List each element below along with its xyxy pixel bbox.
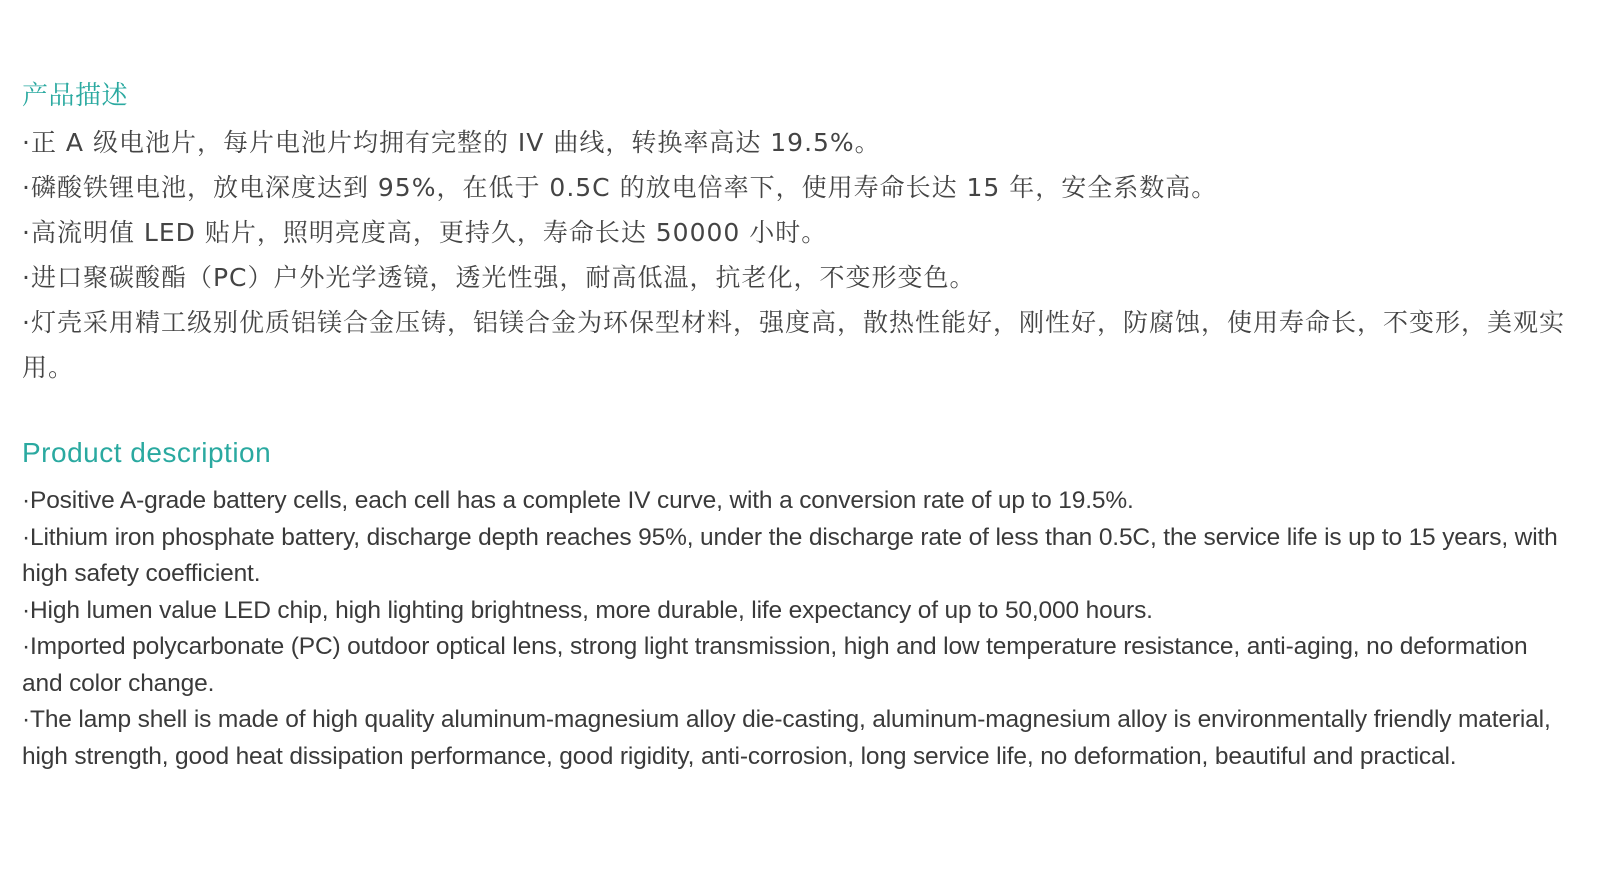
english-feature-item: ·Positive A-grade battery cells, each cell has a complete IV curve, with a conversion rate of up to 19.5%. <box>22 487 1134 514</box>
english-feature-item: ·Imported polycarbonate (PC) outdoor optical lens, strong light transmission, high and low temperature resistance, anti-aging, no deformation and color change. <box>22 633 1528 697</box>
english-feature-item: ·High lumen value LED chip, high lighting brightness, more durable, life expectancy of up to 50,000 hours. <box>22 596 1153 624</box>
chinese-feature-item: ·进口聚碳酸酯（PC）户外光学透镜，透光性强，耐高低温，抗老化，不变形变色。 <box>22 263 976 292</box>
english-feature-list <box>22 483 1567 775</box>
chinese-feature-item: ·磷酸铁锂电池，放电深度达到 95%，在低于 0.5C 的放电倍率下，使用寿命长达 15 年，安全系数高。 <box>22 173 1218 202</box>
english-feature-item: ·Lithium iron phosphate battery, discharge depth reaches 95%, under the discharge rate of less than 0.5C, the service life is up to 15 years, with high safety coefficient. <box>22 523 1558 587</box>
english-section-title: Product description <box>22 437 272 468</box>
chinese-section-title: 产品描述 <box>22 80 129 110</box>
chinese-feature-item: ·高流明值 LED 贴片，照明亮度高，更持久，寿命长达 50000 小时。 <box>22 218 828 247</box>
chinese-feature-item: ·灯壳采用精工级别优质铝镁合金压铸，铝镁合金为环保型材料，强度高，散热性能好，刚性好，防腐蚀，使用寿命长，不变形，美观实用。 <box>22 308 1565 382</box>
chinese-feature-item: ·正 A 级电池片，每片电池片均拥有完整的 IV 曲线，转换率高达 19.5%。 <box>22 128 881 157</box>
english-feature-item: ·The lamp shell is made of high quality aluminum-magnesium alloy die-casting, aluminum-magnesium alloy is environmentally friendly material, high strength, good heat dissipation performance, good rigidity, anti-corrosion, long service life, no deformation, beautiful and practical. <box>22 706 1551 770</box>
chinese-feature-list <box>22 120 1567 390</box>
